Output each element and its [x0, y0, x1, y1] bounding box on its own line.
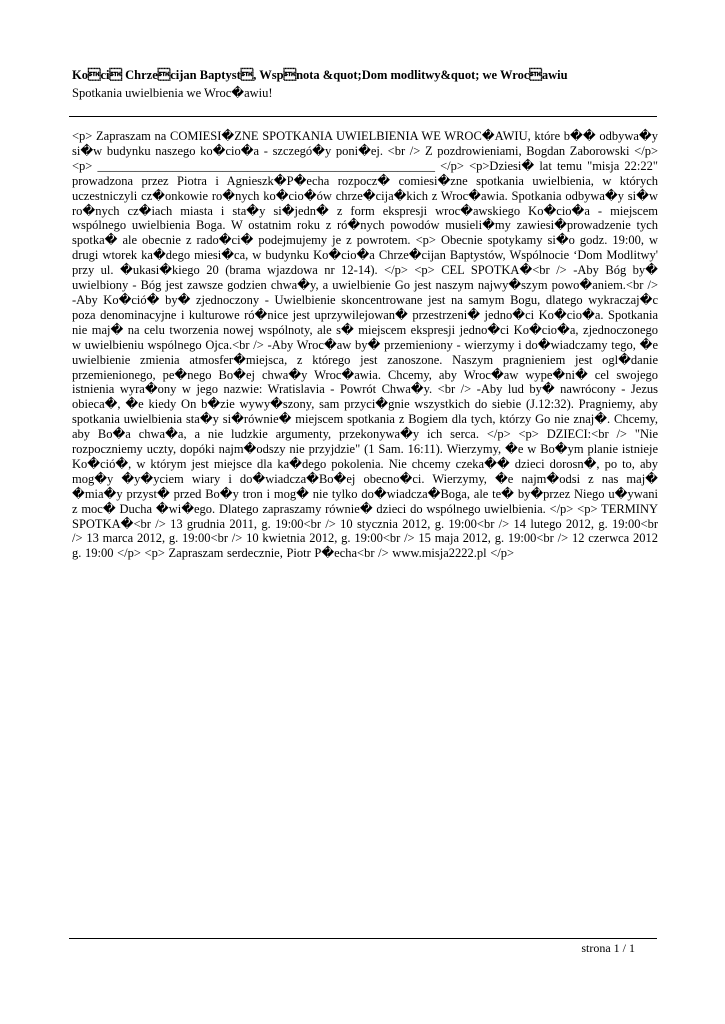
page-number: strona 1 / 1: [581, 941, 635, 955]
footer-divider: [69, 938, 657, 939]
article-body: <p> Zapraszam na COMIESI�ZNE SPOTKANIA UWIELBIENIA WE WROC�AWIU, które b�� odbywa�y si�w budynku naszego ko�cio�a - szczegó�y poni�ej. <br /> Z pozdrowieniami, Bogdan Zaborowski </p> <p> ______________________________________________________ </p> <p>Dziesi� lat temu "misja 22:22" prowadzona przez Piotra i Agnieszk�P�echa rozpocz� comiesi�zne spotkania uwielbienia, w których uczestniczyli cz�onkowie ro�nych ko�cio�ów chrze�cija�kich z Wroc�awia. Spotkania odbywa�y si�w ro�nych cz�iach miasta i sta�y si�jedn� z form ekspresji wroc�awskiego Ko�cio�a - miejscem wspólnego uwielbienia Boga. W ostatnim roku z ró�nych powodów musieli�my zawiesi�prowadzenie tych spotka� ale obecnie z rado�ci� podejmujemy je z powrotem. <p> Obecnie spotykamy si�o godz. 19:00, w drugi wtorek ka�dego miesi�ca, w budynku Ko�cio�a Chrze�cijan Baptystów, Wspólnocie ‘Dom Modlitwy' przy ul. �ukasi�kiego 20 (brama wjazdowa nr 12-14). </p> <p> CEL SPOTKA�<br /> -Aby Bóg by� uwielbiony - Bóg jest zawsze godzien chwa�y, a uwielbienie Go jest naszym najwy�szym powo�aniem.<br /> -Aby Ko�ció� by� zjednoczony - Uwielbienie skoncentrowane jest na samym Bogu, dlatego wykraczaj�c poza denominacyjne i kulturowe ró�nice jest uprzywilejowan� przestrzeni� jedno�ci Ko�cio�a. Spotkania nie maj� na celu tworzenia nowej wspólnoty, ale s� miejscem ekspresji jedno�ci Ko�cio�a, zjednoczonego w uwielbieniu wspólnego Ojca.<br /> -Aby Wroc�aw by� przemieniony - wierzymy i do�wiadczamy tego, �e uwielbienie zmienia atmosfer�miejsca, z którego jest zanoszone. Naszym pragnieniem jest ogl�danie przemienionego, pe�nego Bo�ej chwa�y Wroc�awia. Chcemy, aby Wroc�aw wype�ni� cel swojego istnienia wyra�ony w jego nazwie: Wratislavia - Powrót Chwa�y. <br /> -Aby lud by� nawrócony - Jezus obieca�, �e kiedy On b�zie wywy�szony, sam przyci�gnie wszystkich do siebie (J.12:32). Pragniemy, aby spotkania uwielbienia sta�y si�równie� miejscem spotkania z Bogiem dla tych, którzy Go nie znaj�. Chcemy, aby Bo�a chwa�a, a nie ludzkie argumenty, przekonywa�y ich serca. </p> <p> DZIECI:<br /> "Nie rozpoczniemy uczty, dopóki najm�odszy nie przyjdzie" (1 Sam. 16:11). Wierzymy, �e w Bo�ym planie istnieje Ko�ció�, w którym jest miejsce dla ka�dego pokolenia. Nie chcemy czeka�� dzieci dorosn�, po to, aby mog�y �y�yciem wiary i do�wiadcza�Bo�ej obecno�ci. Wierzymy, �e najm�odsi z nas maj� �mia�y przyst� przed Bo�y tron i mog� nie tylko do�wiadcza�Boga, ale te� by�przez Niego u�ywani z moc� Ducha �wi�ego. Dlatego zapraszamy równie� dzieci do wspólnego uwielbienia. </p> <p> TERMINY SPOTKA�<br /> 13 grudnia 2011, g. 19:00<br /> 10 stycznia 2012, g. 19:00<br /> 14 lutego 2012, g. 19:00<br /> 13 marca 2012, g. 19:00<br /> 10 kwietnia 2012, g. 19:00<br /> 15 maja 2012, g. 19:00<br /> 12 czerwca 2012 g. 19:00 </p> <p> Zapraszam serdecznie, Piotr P�echa<br /> www.misja2222.pl </p>: [72, 129, 658, 561]
document-header: [72, 66, 662, 102]
document-title: Koci Chrzecijan Baptyst, Wspnota &quot;Dom modlitwy&quot; we Wrocawiu: [72, 68, 568, 82]
header-divider: [69, 116, 657, 117]
document-subtitle: Spotkania uwielbienia we Wroc�awiu!: [72, 86, 273, 100]
